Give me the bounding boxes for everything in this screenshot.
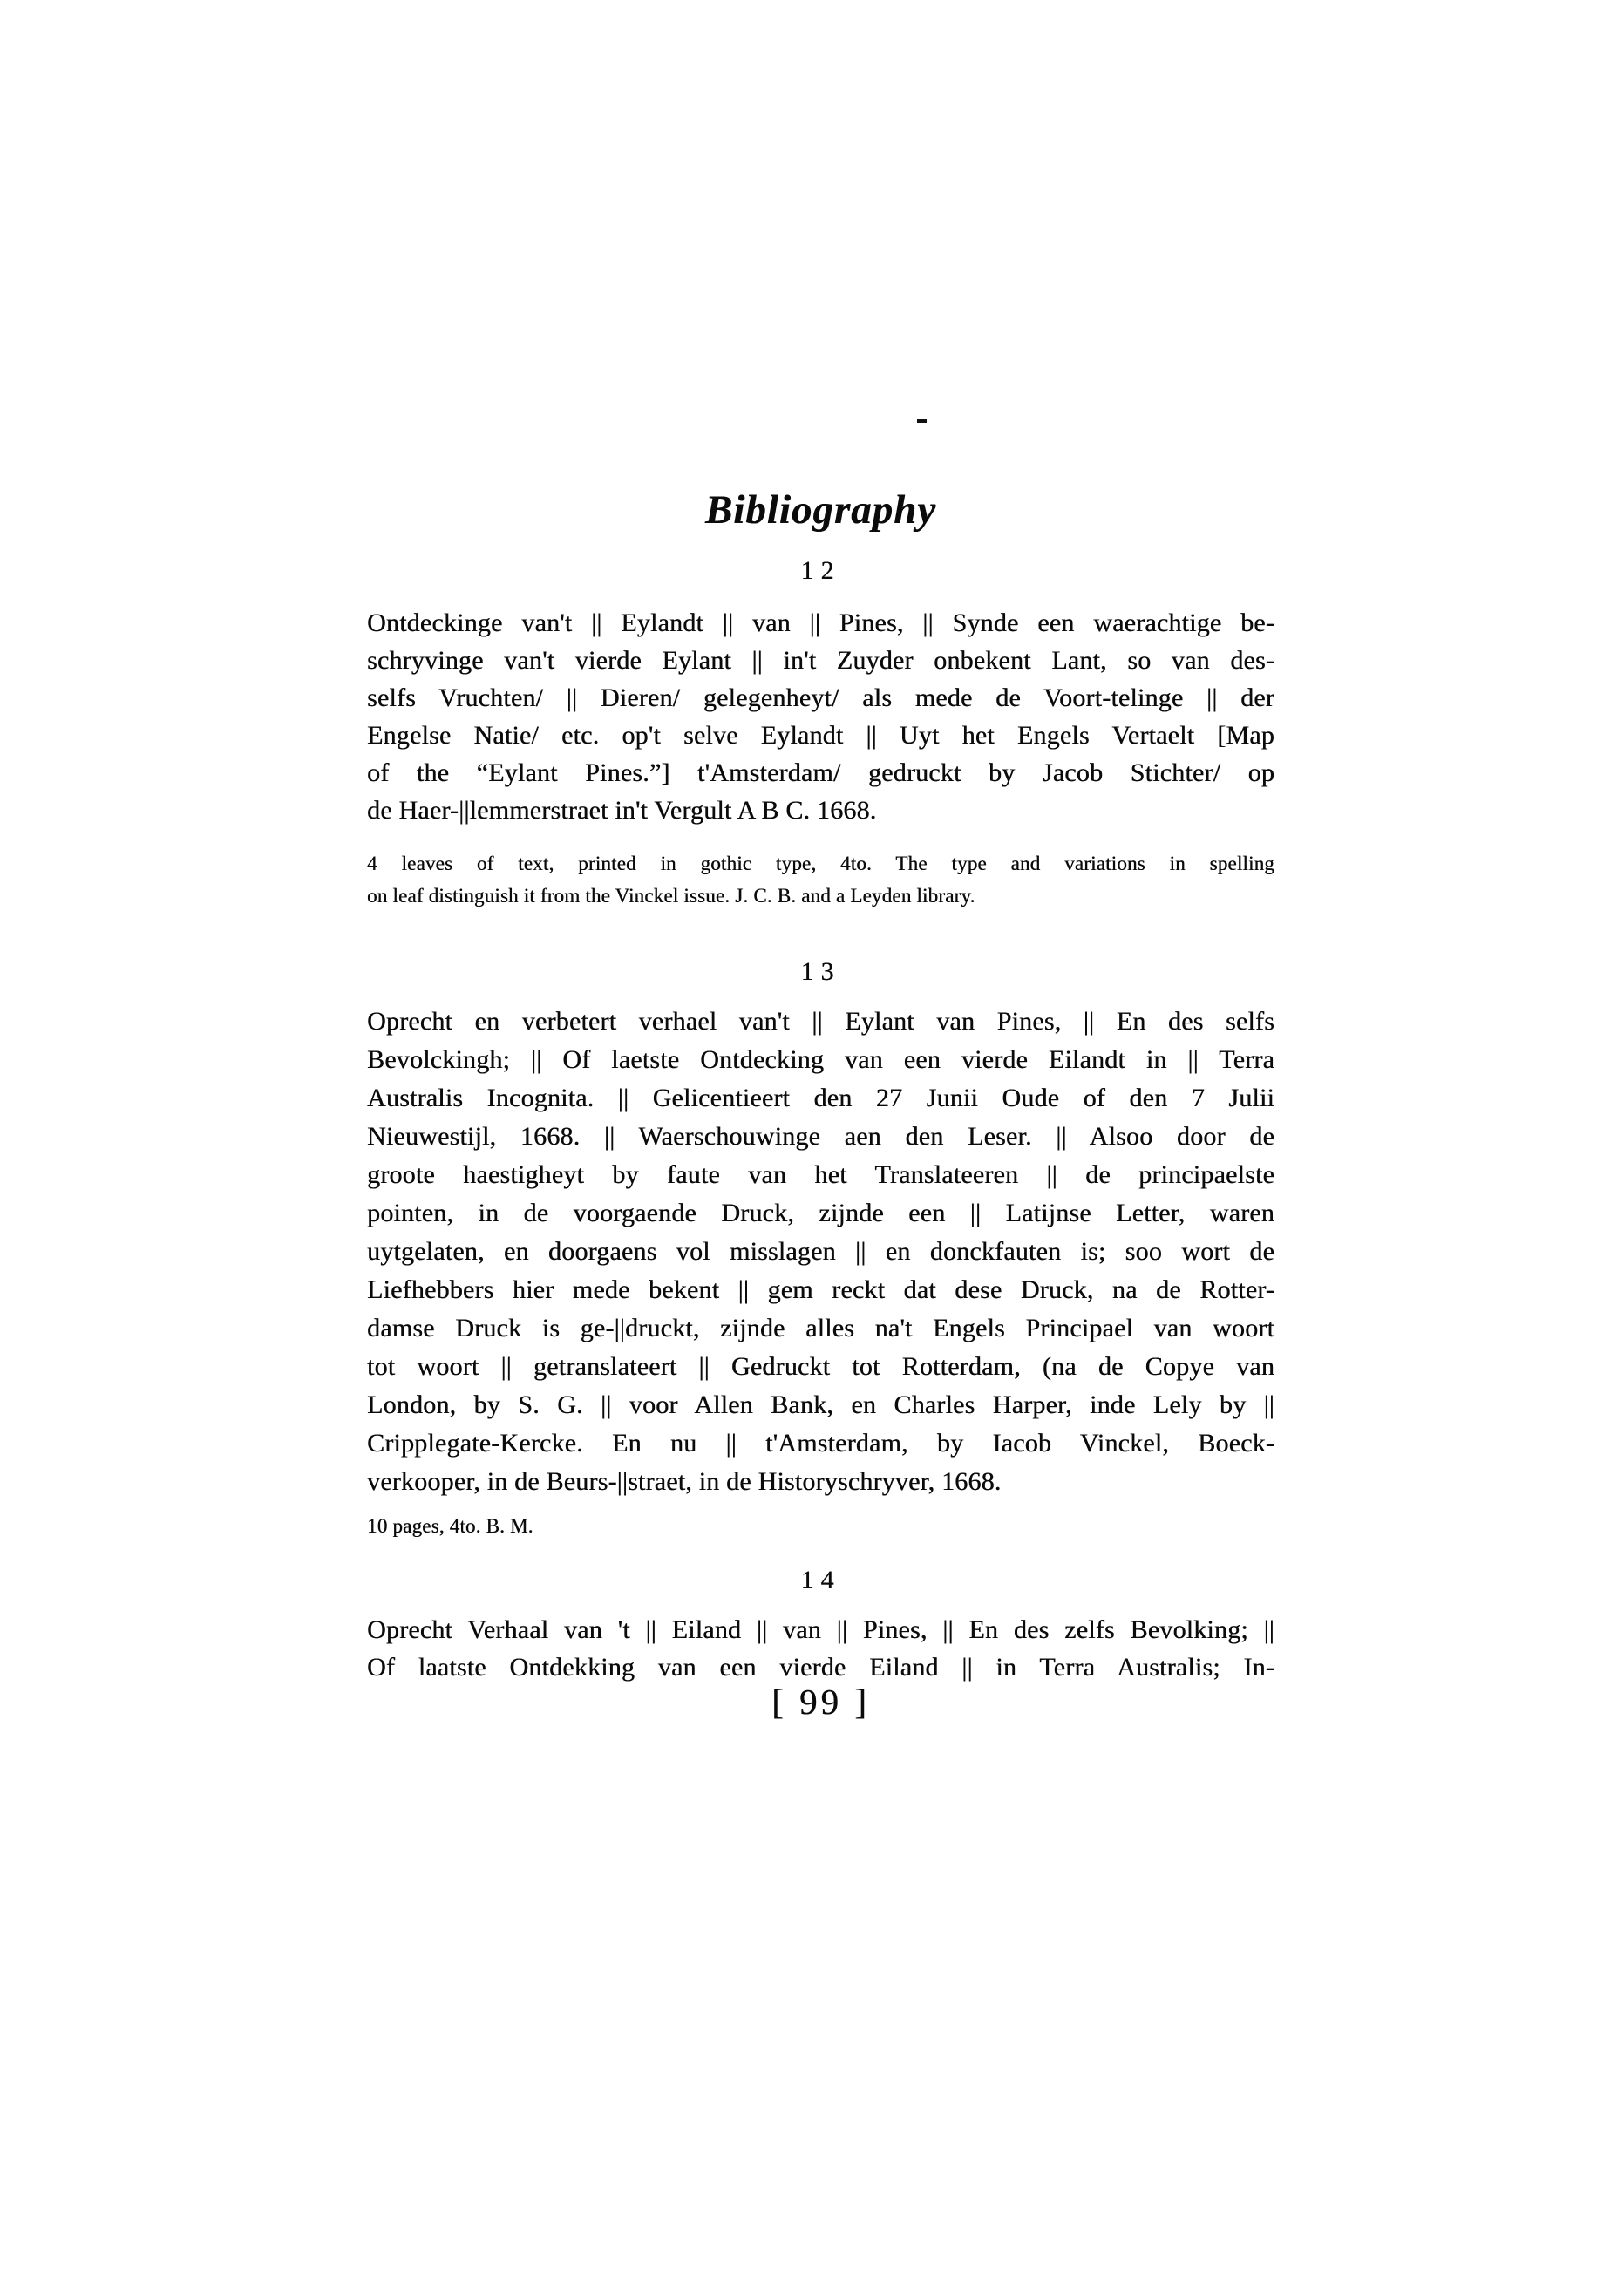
entry-14-text [367,1611,1274,1686]
entry-number-13: 13 [800,957,841,986]
entry-line: Australis Incognita. || Gelicentieert den 27 Junii Oude of den 7 Julii [367,1084,1274,1112]
entry-line: tot woort || getranslateert || Gedruckt tot Rotterdam, (na de Copye van [367,1352,1274,1381]
page-number: [ 99 ] [771,1682,870,1722]
entry-line: damse Druck is ge-||druckt, zijnde alles na't Engels Principael van woort [367,1314,1274,1342]
entry-line: Liefhebbers hier mede bekent || gem reckt dat dese Druck, na de Rotter- [367,1275,1274,1304]
entry-line: London, by S. G. || voor Allen Bank, en Charles Harper, inde Lely by || [367,1390,1274,1419]
note-line: 10 pages, 4to. B. M. [367,1515,533,1537]
entry-line: uytgelaten, en doorgaens vol misslagen || en donckfauten is; soo wort de [367,1237,1274,1266]
entry-line: Engelse Natie/ etc. op't selve Eylandt || Uyt het Engels Vertaelt [Map [367,721,1274,750]
entry-line: Oprecht Verhaal van 't || Eiland || van || Pines, || En des zelfs Bevolking; || [367,1615,1274,1644]
entry-line: Oprecht en verbetert verhael van't || Eylant van Pines, || En des selfs [367,1007,1274,1036]
entry-line: selfs Vruchten/ || Dieren/ gelegenheyt/ als mede de Voort-telinge || der [367,683,1274,712]
entry-12-note [367,847,1274,912]
entry-line: verkooper, in de Beurs-||straet, in de Historyschryver, 1668. [367,1467,1002,1496]
entry-line: de Haer-||lemmerstraet in't Vergult A B C. 1668. [367,796,877,825]
note-line: on leaf distinguish it from the Vinckel issue. J. C. B. and a Leyden library. [367,885,975,907]
entry-12-text [367,604,1274,829]
entry-line: Cripplegate-Kercke. En nu || t'Amsterdam, by Iacob Vinckel, Boeck- [367,1429,1274,1458]
entry-line: pointen, in de voorgaende Druck, zijnde een || Latijnse Letter, waren [367,1199,1274,1227]
page-title: Bibliography [704,487,937,533]
entry-number-14: 14 [800,1566,841,1594]
entry-line: Nieuwestijl, 1668. || Waerschouwinge aen den Leser. || Alsoo door de [367,1122,1274,1151]
entry-line: Bevolckingh; || Of laetste Ontdecking van een vierde Eilandt in || Terra [367,1045,1274,1074]
stray-ink-mark [917,419,927,423]
entry-line: Of laatste Ontdekking van een vierde Eiland || in Terra Australis; In- [367,1653,1274,1682]
entry-line: Ontdeckinge van't || Eylandt || van || Pines, || Synde een waerachtige be- [367,608,1274,637]
note-line: 4 leaves of text, printed in gothic type, 4to. The type and variations in spelling [367,853,1274,874]
entry-13-note [367,1510,1274,1542]
entry-number-12: 12 [800,556,841,585]
entry-line: groote haestigheyt by faute van het Translateeren || de principaelste [367,1160,1274,1189]
entry-line: schryvinge van't vierde Eylant || in't Zuyder onbekent Lant, so van des- [367,646,1274,675]
entry-13-text [367,1003,1274,1501]
entry-line: of the “Eylant Pines.”] t'Amsterdam/ gedruckt by Jacob Stichter/ op [367,758,1274,787]
